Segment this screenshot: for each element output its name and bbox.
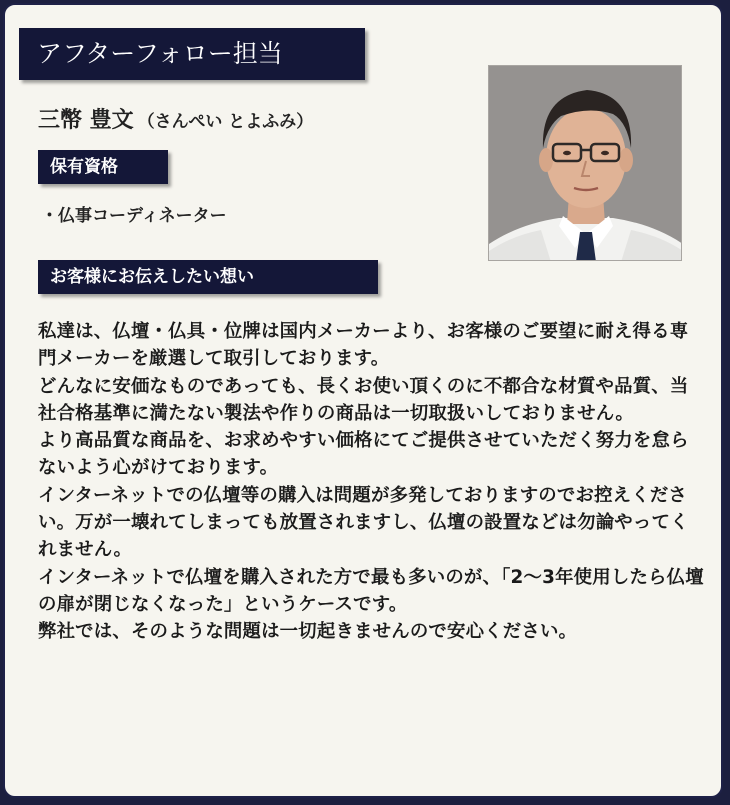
message-body	[38, 318, 704, 646]
qualification-item: ・仏事コーディネーター	[41, 206, 227, 226]
message-paragraph: インターネットで仏壇を購入された方で最も多いのが、「2〜3年使用したら仏壇の扉が閉じなくなった」というケースです。	[38, 566, 704, 615]
section-title: アフターフォロー担当	[19, 28, 365, 80]
portrait-photo-icon	[489, 66, 682, 261]
staff-name	[38, 103, 313, 134]
profile-card	[3, 3, 723, 798]
qualifications-label: 保有資格	[38, 150, 168, 184]
message-paragraph: 弊社では、そのような問題は一切起きませんので安心ください。	[38, 621, 578, 643]
message-label: お客様にお伝えしたい想い	[38, 260, 378, 294]
message-paragraph: インターネットでの仏壇等の購入は問題が多発しておりますのでお控えください。万が一壊れてしまっても放置されますし、仏壇の設置などは勿論やってくれません。	[38, 484, 689, 561]
message-paragraph: どんなに安価なものであっても、長くお使い頂くのに不都合な材質や品質、当社合格基準に満たない製法や作りの商品は一切取扱いしておりません。	[38, 375, 689, 424]
message-paragraph: 私達は、仏壇・仏具・位牌は国内メーカーより、お客様のご要望に耐え得る専門メーカーを厳選して取引しております。	[38, 321, 689, 370]
staff-name-main: 三幣 豊文	[38, 107, 134, 133]
message-paragraph: より高品質な商品を、お求めやすい価格にてご提供させていただく努力を怠らないよう心がけております。	[38, 430, 689, 479]
staff-name-reading: （さんぺい とよふみ）	[137, 112, 314, 132]
staff-photo	[488, 65, 682, 261]
